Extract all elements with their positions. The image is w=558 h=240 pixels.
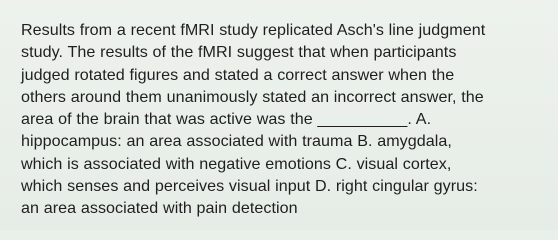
question-line: area of the brain that was active was the __________. A. <box>21 110 432 129</box>
question-line: study. The results of the fMRI suggest that when participants <box>21 43 457 62</box>
question-line: which is associated with negative emotions C. visual cortex, <box>21 154 452 173</box>
question-line: Results from a recent fMRI study replicated Asch's line judgment <box>21 21 486 39</box>
question-line: which senses and perceives visual input D. right cingular gyrus: <box>21 177 478 196</box>
question-line: hippocampus: an area associated with trauma B. amygdala, <box>21 132 452 151</box>
question-line: others around them unanimously stated an incorrect answer, the <box>21 87 484 106</box>
question-line: an area associated with pain detection <box>21 199 298 218</box>
question-line: judged rotated figures and stated a correct answer when the <box>21 65 455 84</box>
question-text <box>21 19 542 220</box>
